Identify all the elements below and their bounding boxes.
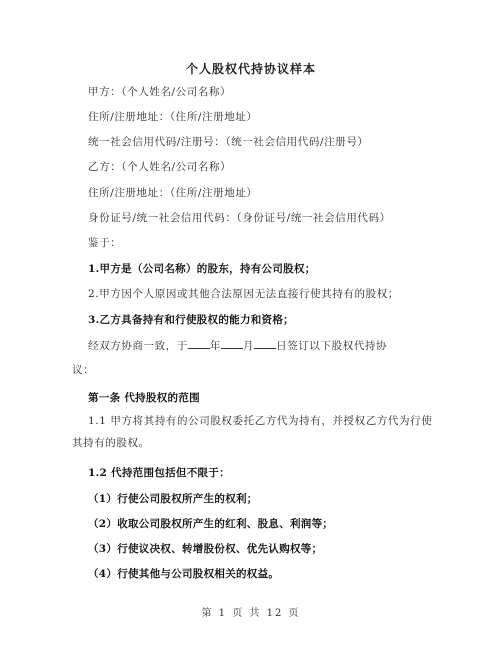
recital-3: 3.乙方具备持有和行使股权的能力和资格； (88, 314, 294, 326)
party-b-name: 乙方：（个人姓名/公司名称） (88, 161, 232, 173)
scope-item-2: （2）收取公司股权所产生的红利、股息、利润等； (88, 518, 334, 530)
agreement-year: 年 (209, 340, 222, 352)
agreement-month: 月 (243, 340, 255, 352)
month-blank (221, 339, 243, 349)
whereas-label: 鉴于： (88, 237, 122, 249)
day-blank (254, 339, 276, 349)
agreement-text-a: 经双方协商一致，于 (88, 340, 188, 352)
clause-1-1: 1.1 甲方将其持有的公司股权委托乙方代为持有，并授权乙方代为行使其持有的股权。 (72, 415, 433, 449)
party-a-credit-code: 统一社会信用代码/注册号：（统一社会信用代码/注册号） (88, 136, 369, 148)
recital-1: 1.甲方是（公司名称）的股东，持有公司股权； (88, 263, 316, 275)
party-a-address: 住所/注册地址：（住所/注册地址） (88, 111, 258, 123)
recital-2: 2.甲方因个人原因或其他合法原因无法直接行使其持有的股权； (88, 288, 399, 300)
agreement-date-line (88, 338, 387, 353)
clause-1-2: 1.2 代持范围包括但不限于： (88, 467, 230, 479)
article-1-heading: 第一条 代持股权的范围 (88, 392, 200, 404)
party-b-address: 住所/注册地址：（住所/注册地址） (88, 187, 258, 199)
page-number-footer: 第 1 页 共 12 页 (201, 608, 301, 619)
scope-item-1: （1）行使公司股权所产生的权利； (88, 493, 258, 505)
agreement-text-c: 议： (72, 364, 95, 376)
agreement-text-b: 日签订以下股权代持协 (276, 340, 388, 352)
scope-item-3: （3）行使议决权、转增股份权、优先认购权等； (88, 543, 323, 555)
party-b-id-number: 身份证号/统一社会信用代码：（身份证号/统一社会信用代码） (88, 212, 391, 224)
document-title: 个人股权代持协议样本 (185, 62, 316, 76)
scope-item-4: （4）行使其他与公司股权相关的权益。 (88, 568, 280, 580)
year-blank (188, 339, 210, 349)
party-a-name: 甲方：（个人姓名/公司名称） (88, 86, 232, 98)
